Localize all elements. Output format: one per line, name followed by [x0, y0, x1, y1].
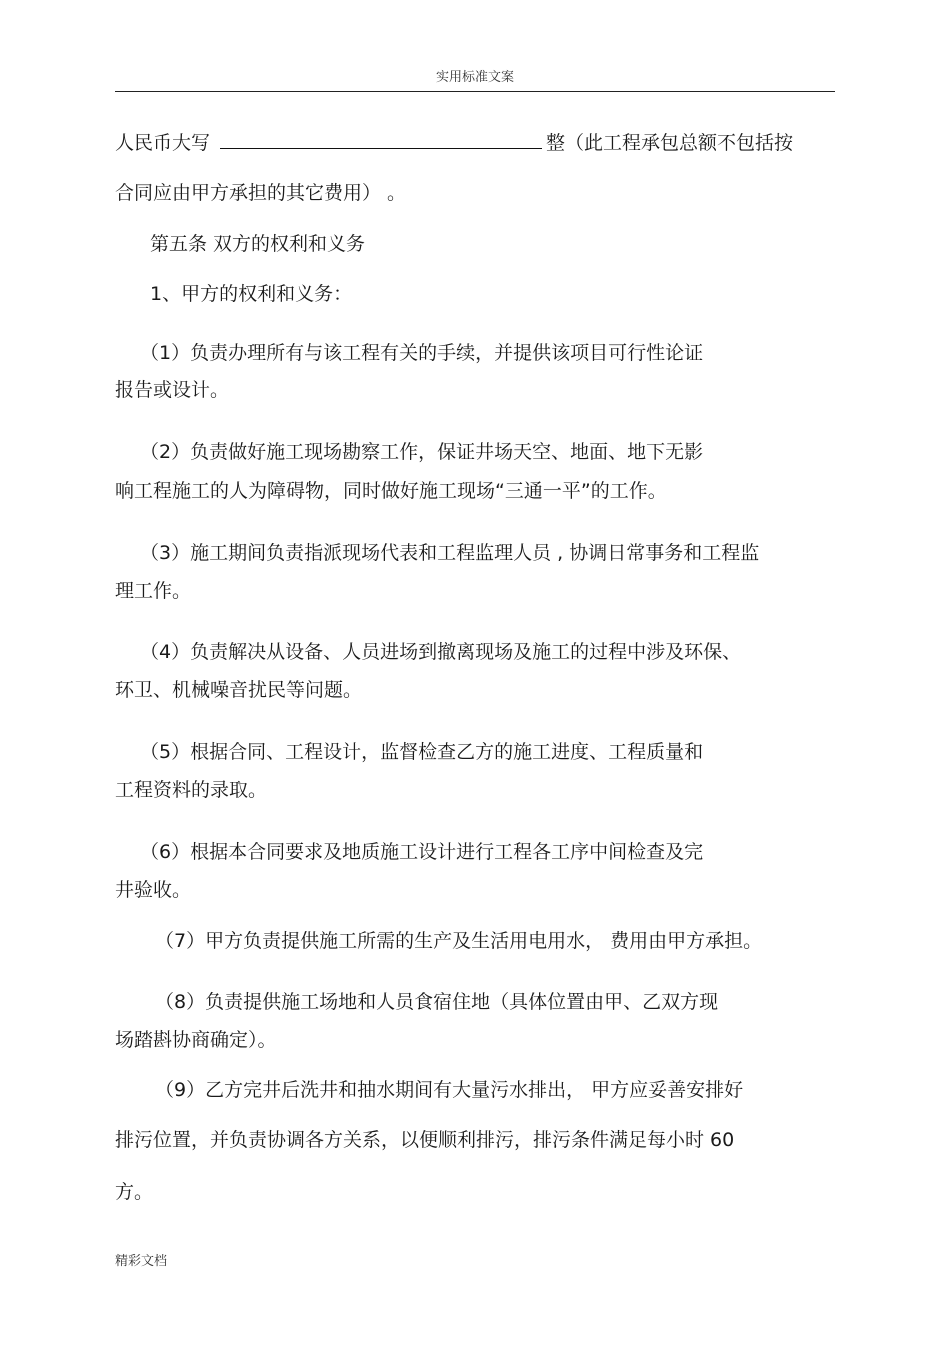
- item-5-line-2: 工程资料的录取。: [115, 779, 268, 801]
- item-9-line-2: 排污位置，并负责协调各方关系，以便顺利排污，排污条件满足每小时 60: [115, 1129, 735, 1151]
- item-3-line-1: （3）施工期间负责指派现场代表和工程监理人员 , 协调日常事务和工程监: [140, 542, 760, 564]
- article-heading: 第五条 双方的权利和义务: [150, 233, 366, 255]
- amount-prefix: 人民币大写: [115, 132, 211, 154]
- item-8-line-1: （8）负责提供施工场地和人员食宿住地（具体位置由甲、乙双方现: [155, 991, 719, 1013]
- item-4-line-2: 环卫、机械噪音扰民等问题。: [115, 679, 363, 701]
- item-6-line-2: 井验收。: [115, 879, 192, 901]
- item-8-line-2: 场踏斟协商确定）。: [115, 1029, 277, 1051]
- item-1-line-1: （1）负责办理所有与该工程有关的手续，并提供该项目可行性论证: [140, 342, 704, 364]
- page-header: 实用标准文案: [435, 70, 514, 85]
- amount-line: [115, 130, 793, 155]
- item-5-line-1: （5）根据合同、工程设计，监督检查乙方的施工进度、工程质量和: [140, 741, 704, 763]
- paragraph-line: 合同应由甲方承担的其它费用） 。: [115, 182, 407, 204]
- item-4-line-1: （4）负责解决从设备、人员进场到撤离现场及施工的过程中涉及环保、: [140, 641, 742, 663]
- section-heading: 1、甲方的权利和义务：: [150, 283, 353, 305]
- header-rule: [115, 91, 835, 92]
- item-2-line-2: 响工程施工的人为障碍物，同时做好施工现场“三通一平”的工作。: [115, 480, 667, 502]
- item-6-line-1: （6）根据本合同要求及地质施工设计进行工程各工序中间检查及完: [140, 841, 704, 863]
- item-7-line: （7）甲方负责提供施工所需的生产及生活用电用水， 费用由甲方承担。: [155, 930, 763, 952]
- item-9-line-3: 方。: [115, 1181, 154, 1203]
- page-footer: 精彩文档: [115, 1254, 168, 1269]
- amount-blank: [220, 130, 542, 149]
- item-2-line-1: （2）负责做好施工现场勘察工作，保证井场天空、地面、地下无影: [140, 441, 704, 463]
- item-3-line-2: 理工作。: [115, 580, 192, 602]
- item-1-line-2: 报告或设计。: [115, 379, 230, 401]
- amount-suffix: 整（此工程承包总额不包括按: [546, 132, 794, 154]
- item-9-line-1: （9）乙方完井后洗井和抽水期间有大量污水排出， 甲方应妥善安排好: [155, 1079, 744, 1101]
